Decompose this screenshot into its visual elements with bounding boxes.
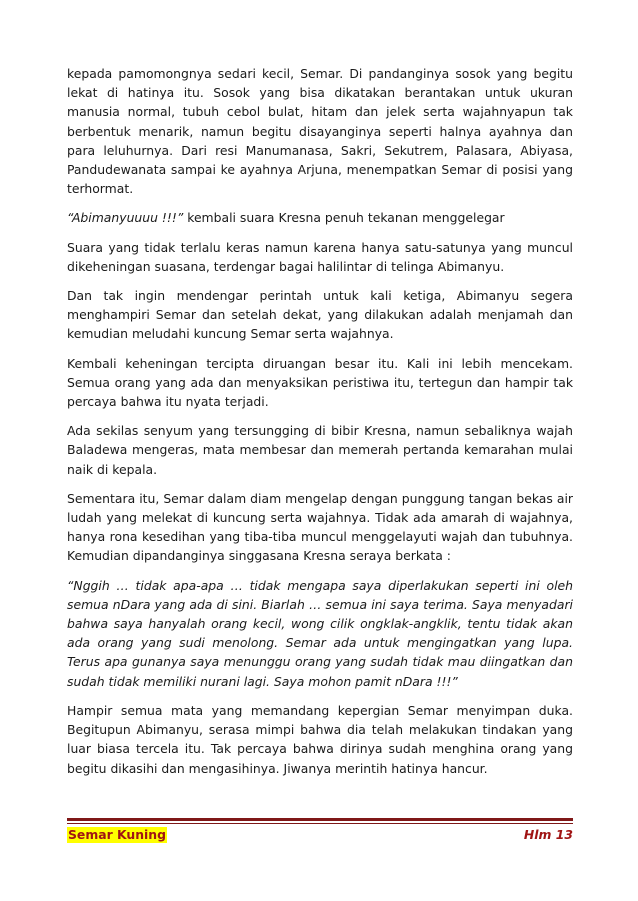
page-body	[67, 64, 573, 788]
paragraph-1	[67, 64, 573, 198]
paragraph-text: Kembali keheningan tercipta diruangan besar itu. Kali ini lebih mencekam. Semua orang yang ada dan menyaksikan peristiwa itu, tertegun dan hampir tak percaya bahwa itu nyata terjadi.	[67, 355, 573, 410]
paragraph-7	[67, 489, 573, 566]
page-footer	[67, 818, 573, 845]
paragraph-5	[67, 354, 573, 412]
footer-rule-thin	[67, 823, 573, 824]
footer-rule-thick	[67, 818, 573, 821]
paragraph-4	[67, 286, 573, 344]
paragraph-text: Hampir semua mata yang memandang kepergian Semar menyimpan duka. Begitupun Abimanyu, serasa mimpi bahwa dia telah melakukan tindakan yang luar biasa tercela itu. Tak percaya bahwa dirinya sudah menghina orang yang begitu dikasihi dan mengasihinya. Jiwanya merintih hatinya hancur.	[67, 702, 573, 776]
paragraph-text: kembali suara Kresna penuh tekanan menggelegar	[183, 210, 505, 226]
paragraph-6	[67, 421, 573, 479]
paragraph-text: Suara yang tidak terlalu keras namun karena hanya satu-satunya yang muncul dikeheningan suasana, terdengar bagai halilintar di telinga Abimanyu.	[67, 239, 573, 274]
footer-row	[67, 827, 573, 845]
paragraph-3	[67, 238, 573, 276]
footer-book-title: Semar Kuning	[68, 827, 166, 842]
paragraph-2	[67, 208, 573, 227]
paragraph-text: kepada pamomongnya sedari kecil, Semar. Di pandanginya sosok yang begitu lekat di hatinya itu. Sosok yang bisa dikatakan berantakan untuk ukuran manusia normal, tubuh cebol bulat, hitam dan jelek serta wajahnyapun tak berbentuk menarik, namun begitu disayanginya seperti halnya ayahnya dan para leluhurnya. Dari resi Manumanasa, Sakri, Sekutrem, Palasara, Abiyasa, Pandudewanata sampai ke ayahnya Arjuna, menempatkan Semar di posisi yang terhormat.	[67, 66, 573, 197]
paragraph-9	[67, 701, 573, 778]
footer-page-number: Hlm 13	[523, 827, 573, 842]
paragraph-text: Ada sekilas senyum yang tersungging di bibir Kresna, namun sebaliknya wajah Baladewa mengeras, mata membesar dan memerah pertanda kemarahan mulai naik di kepala.	[67, 423, 573, 477]
paragraph-8-semar-speech	[67, 576, 573, 691]
dialogue-quote: “Nggih … tidak apa-apa … tidak mengapa saya diperlakukan seperti ini oleh semua nDara yang ada di sini. Biarlah … semua ini saya terima. Saya menyadari bahwa saya hanyalah orang kecil, wong cilik ongklak-angklik, tentu tidak akan ada orang yang sudi menolong. Semar ada untuk mengingatkan yang lupa. Terus apa gunanya saya menunggu orang yang sudah tidak mau diingatkan dan sudah tidak memiliki nurani lagi. Saya mohon pamit nDara !!!”	[67, 577, 573, 689]
paragraph-text: Sementara itu, Semar dalam diam mengelap dengan punggung tangan bekas air ludah yang melekat di kuncung serta wajahnya. Tidak ada amarah di wajahnya, hanya rona kesedihan yang tiba-tiba muncul menggelayuti wajah dan tubuhnya. Kemudian dipandanginya singgasana Kresna seraya berkata :	[67, 490, 573, 564]
paragraph-text: Dan tak ingin mendengar perintah untuk kali ketiga, Abimanyu segera menghampiri Semar dan setelah dekat, yang dilakukan adalah menjamah dan kemudian meludahi kuncung Semar serta wajahnya.	[67, 288, 573, 342]
dialogue-quote: “Abimanyuuuu !!!”	[67, 210, 184, 226]
